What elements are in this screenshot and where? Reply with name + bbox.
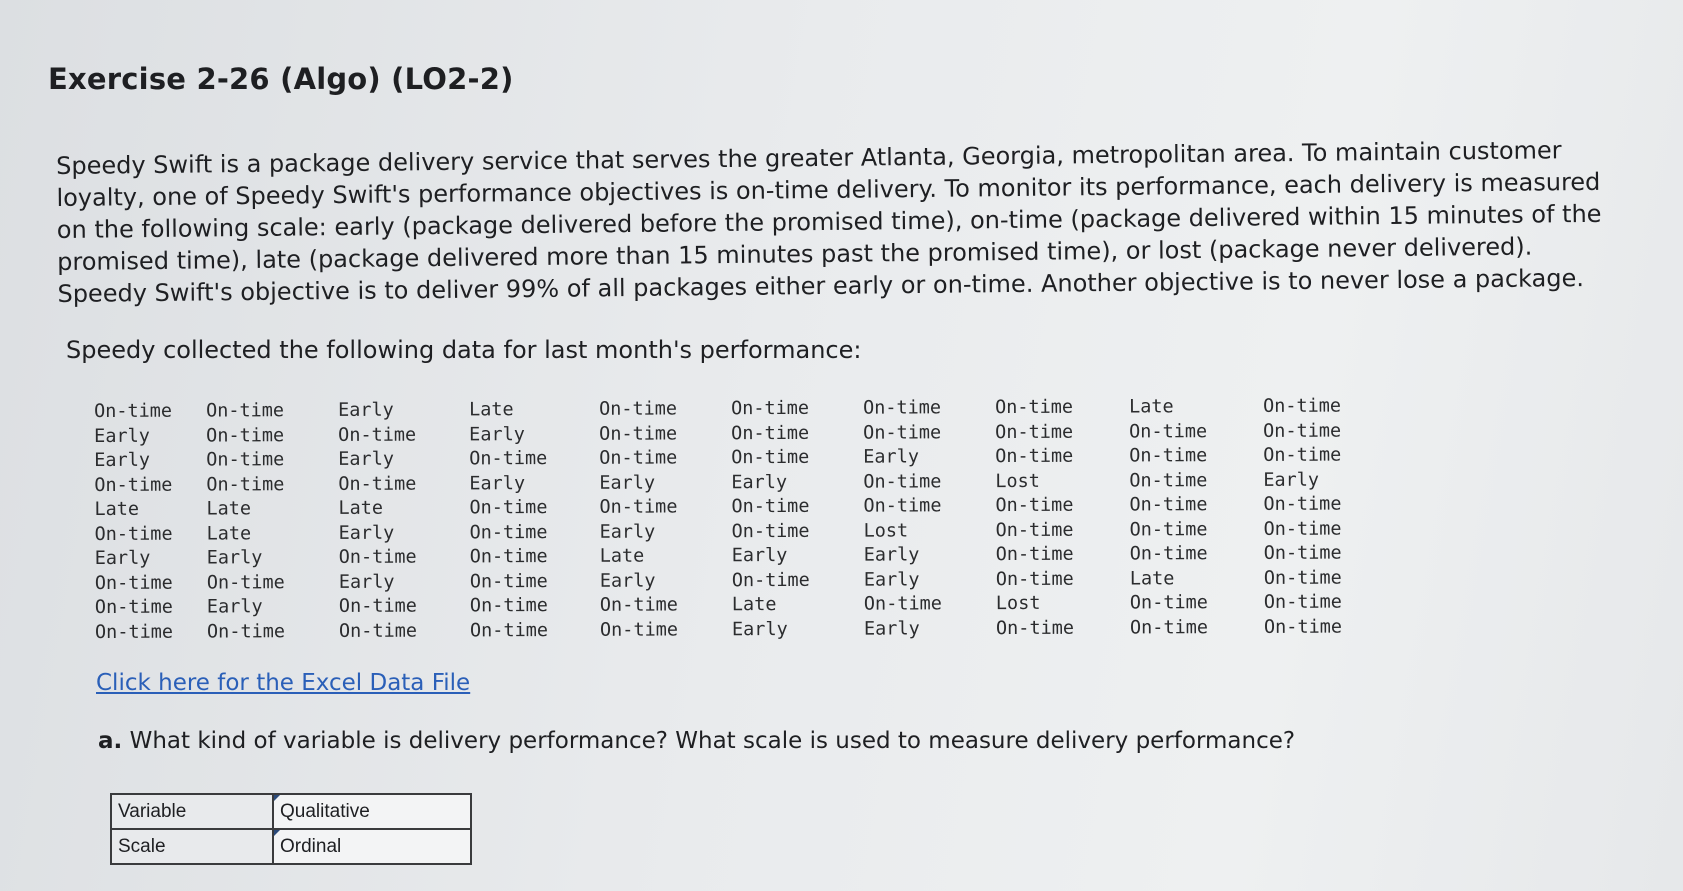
data-cell: Lost: [863, 519, 909, 542]
data-cell: Late: [338, 497, 384, 519]
scale-answer-dropdown[interactable]: Ordinal: [273, 829, 471, 864]
data-cell: On-time: [469, 619, 549, 641]
data-cell: On-time: [206, 620, 286, 643]
data-cell: On-time: [94, 572, 173, 594]
data-cell: Early: [863, 568, 920, 591]
data-cell: On-time: [995, 445, 1074, 468]
data-cell: Early: [338, 571, 395, 593]
data-cell: Lost: [995, 470, 1040, 492]
data-cell: On-time: [206, 424, 285, 447]
data-column-3: [338, 398, 470, 644]
data-cell: Late: [206, 498, 252, 520]
data-column-10: [1263, 394, 1384, 640]
data-cell: On-time: [863, 495, 942, 517]
data-column-5: [599, 397, 732, 643]
data-cell: On-time: [598, 398, 678, 420]
data-cell: On-time: [1262, 395, 1342, 417]
data-cell: Late: [206, 522, 252, 545]
answer-row-variable: [111, 794, 471, 829]
data-cell: On-time: [1263, 616, 1343, 638]
data-cell: Late: [1129, 567, 1175, 589]
data-cell: On-time: [599, 594, 678, 616]
data-cell: Early: [1263, 469, 1320, 491]
data-cell: On-time: [730, 397, 810, 420]
data-cell: On-time: [995, 543, 1074, 566]
data-cell: On-time: [338, 595, 417, 617]
question-label: a.: [98, 728, 123, 754]
data-cell: On-time: [338, 473, 417, 495]
data-cell: Early: [599, 472, 656, 494]
data-cell: On-time: [94, 400, 173, 422]
data-cell: Late: [599, 545, 645, 567]
data-cell: On-time: [94, 523, 173, 545]
data-cell: On-time: [1263, 542, 1342, 564]
data-cell: Late: [469, 399, 514, 421]
data-cell: On-time: [1129, 592, 1208, 614]
data-cell: Early: [469, 423, 525, 445]
question-a: [98, 728, 1295, 754]
data-cell: On-time: [599, 618, 679, 641]
data-caption: Speedy collected the following data for last month's performance:: [66, 336, 862, 364]
data-column-7: [863, 396, 996, 642]
data-cell: On-time: [731, 446, 810, 469]
data-cell: Lost: [995, 592, 1041, 615]
data-cell: On-time: [731, 520, 810, 542]
data-cell: On-time: [1129, 518, 1208, 540]
data-cell: Late: [94, 498, 140, 520]
data-cell: On-time: [995, 519, 1074, 541]
data-cell: On-time: [469, 448, 548, 470]
data-cell: On-time: [1129, 420, 1208, 442]
data-cell: Early: [338, 399, 394, 421]
data-cell: On-time: [599, 447, 678, 469]
data-cell: Early: [731, 618, 788, 640]
data-cell: Early: [206, 596, 263, 618]
data-cell: On-time: [94, 474, 173, 496]
data-cell: On-time: [731, 422, 810, 444]
variable-label: Variable: [111, 794, 273, 829]
data-cell: On-time: [1129, 616, 1209, 638]
data-column-8: [995, 395, 1130, 641]
data-cell: On-time: [863, 470, 942, 493]
data-cell: On-time: [863, 421, 942, 444]
data-cell: On-time: [995, 494, 1074, 517]
data-cell: On-time: [338, 424, 417, 446]
data-cell: On-time: [599, 422, 678, 445]
data-cell: On-time: [731, 569, 810, 591]
data-cell: On-time: [731, 495, 810, 518]
data-cell: On-time: [1263, 493, 1342, 515]
excel-data-file-link[interactable]: Click here for the Excel Data File: [96, 670, 471, 696]
data-cell: On-time: [469, 595, 548, 617]
data-cell: On-time: [1263, 518, 1342, 540]
data-cell: On-time: [338, 620, 418, 642]
data-cell: On-time: [94, 621, 174, 643]
data-cell: Late: [731, 594, 777, 616]
data-column-2: [206, 399, 339, 645]
data-cell: On-time: [994, 396, 1074, 419]
data-cell: On-time: [206, 449, 285, 471]
data-cell: Early: [863, 617, 920, 640]
performance-data-grid: [94, 394, 1384, 645]
data-column-1: [94, 400, 207, 645]
scale-label: Scale: [111, 829, 273, 864]
data-cell: On-time: [599, 496, 678, 518]
data-cell: On-time: [469, 521, 548, 543]
data-cell: On-time: [338, 546, 417, 568]
data-cell: Early: [599, 521, 656, 543]
data-cell: On-time: [206, 400, 285, 422]
data-cell: Early: [863, 544, 920, 566]
data-cell: Early: [94, 547, 151, 569]
data-cell: On-time: [1129, 543, 1208, 565]
data-column-4: [469, 398, 600, 644]
data-cell: Late: [1128, 396, 1174, 418]
variable-answer-dropdown[interactable]: Qualitative: [273, 794, 471, 829]
answer-row-scale: [111, 829, 471, 864]
data-cell: Early: [206, 547, 263, 569]
data-column-9: [1129, 395, 1264, 641]
answer-table: [110, 793, 472, 865]
data-cell: Early: [338, 522, 395, 544]
data-cell: Early: [731, 471, 788, 493]
data-cell: On-time: [1129, 445, 1208, 467]
data-cell: On-time: [1129, 469, 1208, 491]
data-cell: Early: [731, 544, 788, 567]
data-cell: On-time: [1263, 567, 1342, 589]
data-cell: On-time: [995, 617, 1075, 639]
data-cell: Early: [94, 425, 150, 447]
data-cell: Early: [599, 570, 656, 592]
data-cell: On-time: [206, 571, 285, 594]
page-title: Exercise 2-26 (Algo) (LO2-2): [48, 62, 514, 96]
intro-paragraph: Speedy Swift is a package delivery service that serves the greater Atlanta, Georgia, metropolitan area. To maintain customer loyalty, one of Speedy Swift's performance objectives is on-time delivery. To monitor its performance, each delivery is measured on the following scale: early (package delivered before the promised time), on-time (package delivered within 15 minutes of the promised time), late (package delivered more than 15 minutes past the promised time), or lost (package never delivered). Speedy Swift's objective is to deliver 99% of all packages either early or on-time. Another objective is to never lose a package.: [56, 136, 1602, 308]
data-cell: On-time: [469, 546, 548, 568]
data-cell: Early: [338, 448, 395, 470]
data-cell: On-time: [1263, 420, 1342, 442]
data-cell: On-time: [469, 570, 548, 592]
data-cell: Early: [863, 446, 920, 468]
data-cell: On-time: [1263, 591, 1342, 613]
data-cell: Early: [94, 449, 151, 471]
data-cell: On-time: [1263, 444, 1342, 466]
data-cell: On-time: [1129, 494, 1208, 516]
data-cell: On-time: [995, 568, 1074, 590]
question-text: What kind of variable is delivery performance? What scale is used to measure delivery performance?: [129, 728, 1296, 754]
data-cell: On-time: [863, 593, 942, 615]
data-cell: On-time: [206, 473, 285, 496]
data-cell: On-time: [469, 497, 548, 519]
data-cell: On-time: [94, 596, 173, 618]
data-cell: On-time: [995, 421, 1074, 443]
data-column-6: [731, 397, 864, 643]
data-cell: Early: [469, 472, 526, 494]
data-cell: On-time: [862, 397, 942, 419]
